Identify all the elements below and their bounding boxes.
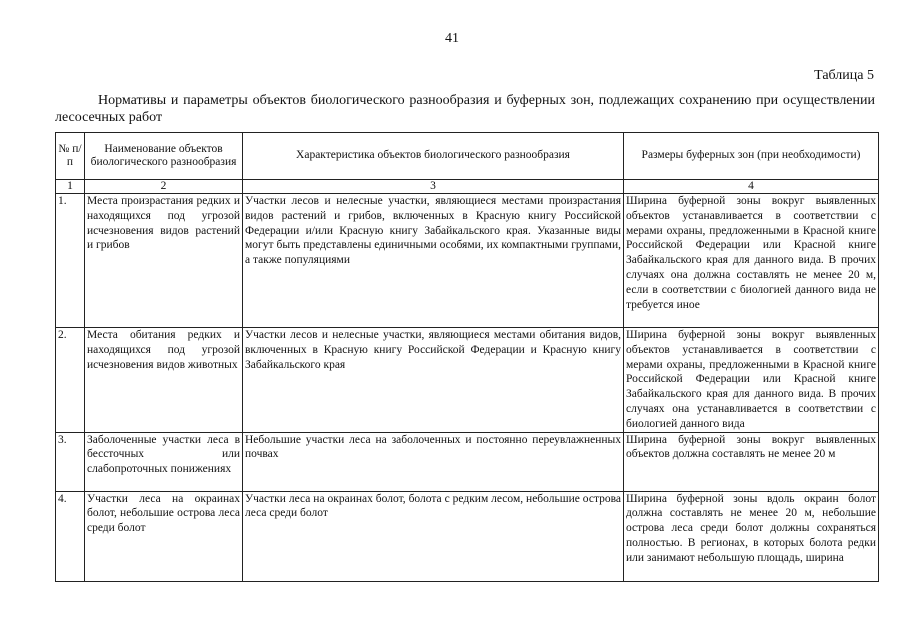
header-buffer-size: Размеры буферных зон (при необходимости) <box>624 133 879 180</box>
table-header-row <box>56 133 879 180</box>
characteristic-cell: Участки лесов и нелесные участки, являющиеся местами произрастания видов растений и грибов, включенных в Красную книгу Российской Федерации и/или Красную книгу Забайкальского края. Указанные виды могут быть представлены единичными особями, их компактными группами, а также популяциями <box>243 194 624 328</box>
column-number: 3 <box>243 180 624 194</box>
column-number-row <box>56 180 879 194</box>
page-number: 41 <box>445 31 459 46</box>
buffer-zone-cell: Ширина буферной зоны вокруг выявленных объектов устанавливается в соответствии с мерами охраны, предложенными в Красной книге Российской Федерации или Красной книге Забайкальского края для данного вида. В прочих случаях она устанавливается в соответствии с биологией данного вида <box>624 328 879 433</box>
column-number: 1 <box>56 180 85 194</box>
row-index: 4. <box>56 491 85 581</box>
column-number: 4 <box>624 180 879 194</box>
characteristic-cell: Небольшие участки леса на заболоченных и постоянно переувлажненных почвах <box>243 432 624 491</box>
header-characteristic: Характеристика объектов биологического разнообразия <box>243 133 624 180</box>
table-label: Таблица 5 <box>814 68 874 83</box>
object-name-cell: Места произрастания редких и находящихся под угрозой исчезновения видов растений и грибов <box>85 194 243 328</box>
table-row <box>56 432 879 491</box>
characteristic-cell: Участки леса на окраинах болот, болота с редким лесом, небольшие острова леса среди болот <box>243 491 624 581</box>
object-name-cell: Заболоченные участки леса в бессточных или слабопроточных понижениях <box>85 432 243 491</box>
column-number: 2 <box>85 180 243 194</box>
object-name-cell: Места обитания редких и находящихся под угрозой исчезновения видов животных <box>85 328 243 433</box>
buffer-zone-cell: Ширина буферной зоны вокруг выявленных объектов устанавливается в соответствии с мерами охраны, предложенными в Красной книге Российской Федерации или Красной книге Забайкальского края для данного вида. В прочих случаях она должна составлять не менее 20 м, если в соответствии с биологией данного вида не требуется иное <box>624 194 879 328</box>
buffer-zone-cell: Ширина буферной зоны вдоль окраин болот должна составлять не менее 20 м, небольшие острова леса среди болот должны сохраняться полностью. В регионах, в которых болота редки или занимают небольшую площадь, ширина <box>624 491 879 581</box>
object-name-cell: Участки леса на окраинах болот, небольшие острова леса среди болот <box>85 491 243 581</box>
table-caption: Нормативы и параметры объектов биологического разнообразия и буферных зон, подлежащих сохранению при осуществлении лесосечных работ <box>55 93 875 125</box>
row-index: 2. <box>56 328 85 433</box>
buffer-zone-cell: Ширина буферной зоны вокруг выявленных объектов должна составлять не менее 20 м <box>624 432 879 491</box>
table-row <box>56 194 879 328</box>
characteristic-cell: Участки лесов и нелесные участки, являющиеся местами обитания видов, включенных в Красную книгу Российской Федерации и Красную книгу Забайкальского края <box>243 328 624 433</box>
table-row <box>56 491 879 581</box>
biodiversity-table <box>55 132 879 582</box>
row-index: 1. <box>56 194 85 328</box>
header-name: Наименование объектов биологического разнообразия <box>85 133 243 180</box>
table-row <box>56 328 879 433</box>
header-number: № п/п <box>56 133 85 180</box>
row-index: 3. <box>56 432 85 491</box>
